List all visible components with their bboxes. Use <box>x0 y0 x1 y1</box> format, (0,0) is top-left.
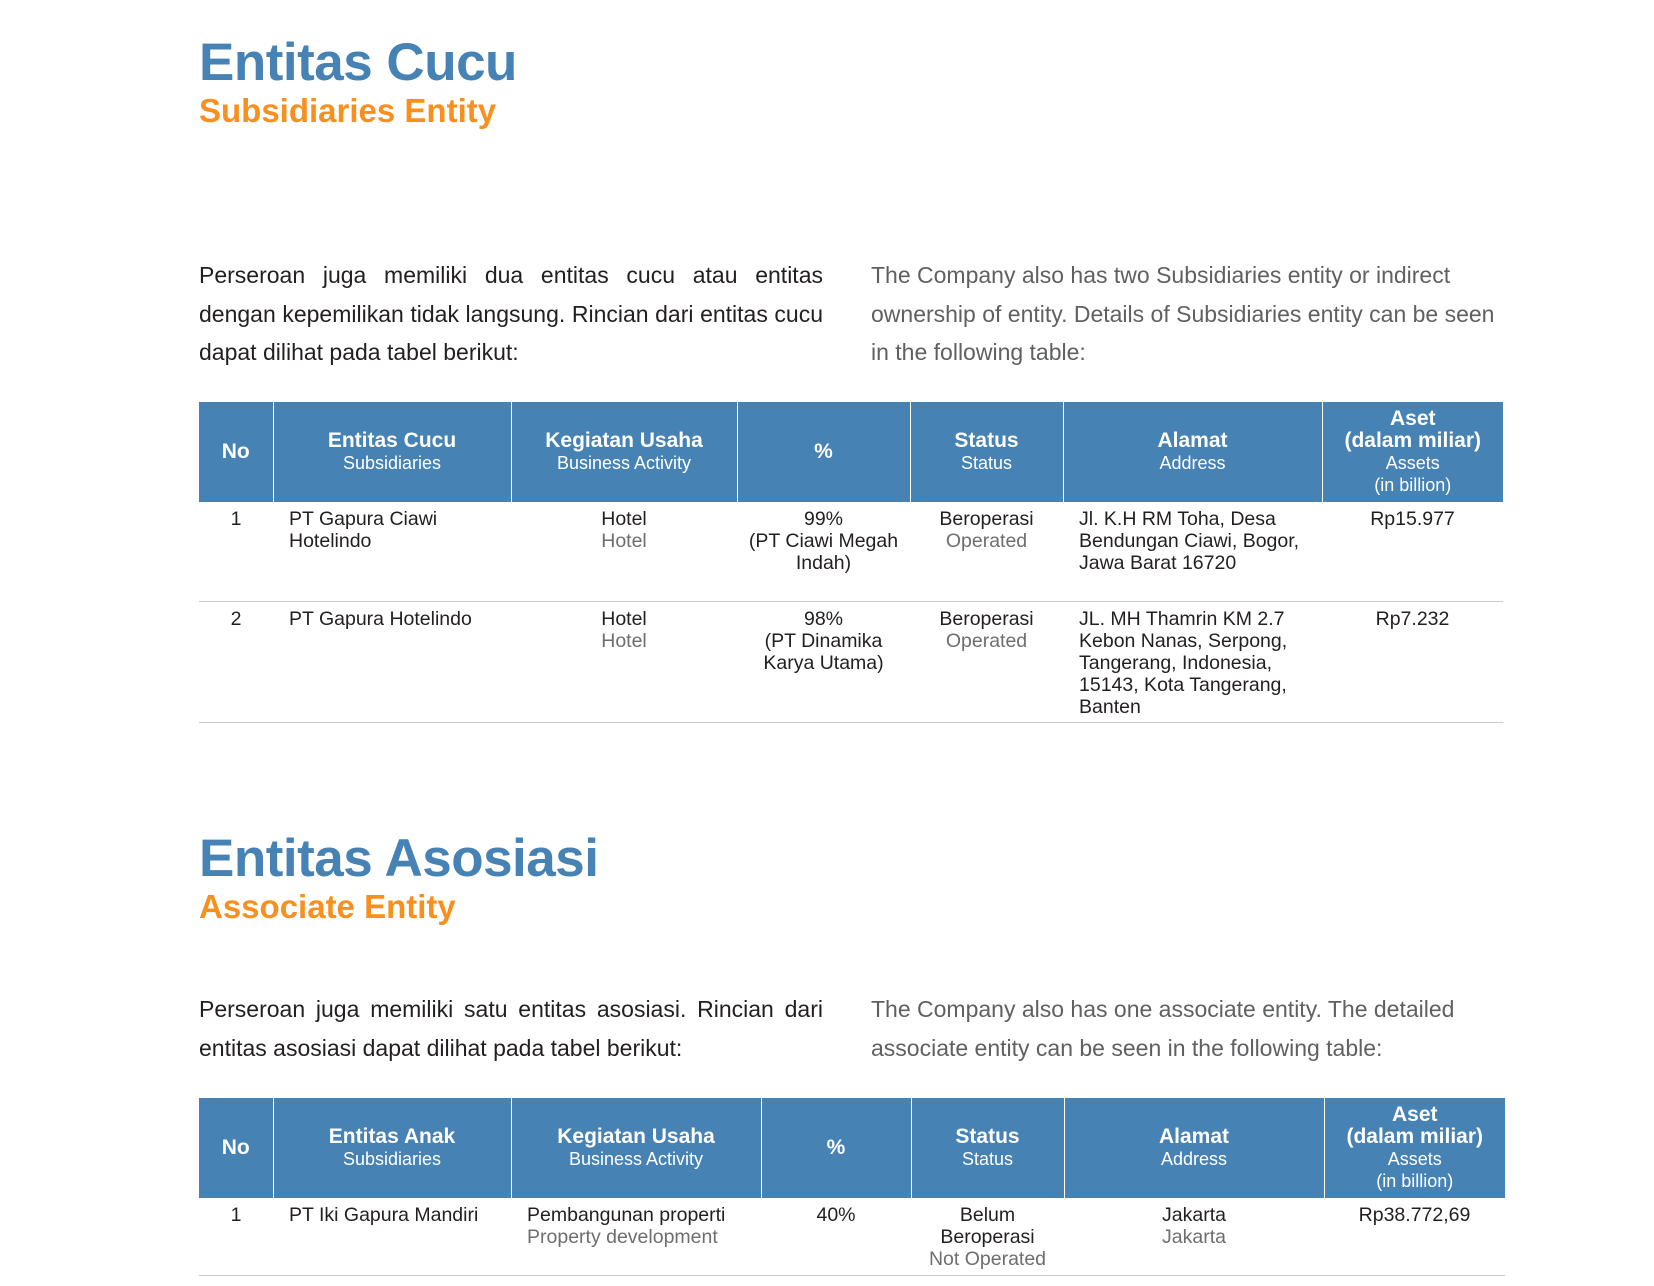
associate-paragraph-indonesian: Perseroan juga memiliki satu entitas asosiasi. Rincian dari entitas asosiasi dapat dilihat pada tabel berikut: <box>199 996 823 1061</box>
section-subtitle-subsidiaries-entity: Subsidiaries Entity <box>199 92 497 129</box>
header-assets: Aset (dalam miliar) Assets (in billion) <box>1324 1098 1505 1198</box>
header-business-activity: Kegiatan Usaha Business Activity <box>511 402 737 502</box>
cell-status: Beroperasi Operated <box>910 601 1063 722</box>
associate-paragraph-english: The Company also has one associate entity. The detailed associate entity can be seen in the following table: <box>871 996 1455 1061</box>
cell-percentage: 98% (PT Dinamika Karya Utama) <box>737 601 910 722</box>
cell-status: Beroperasi Operated <box>910 502 1063 601</box>
section-title-entitas-cucu: Entitas Cucu <box>199 33 517 92</box>
header-entity: Entitas Cucu Subsidiaries <box>273 402 511 502</box>
table-header-row <box>199 1098 1505 1198</box>
cell-assets: Rp15.977 <box>1322 502 1503 601</box>
cell-address: Jl. K.H RM Toha, Desa Bendungan Ciawi, Bogor, Jawa Barat 16720 <box>1063 502 1322 601</box>
header-status: Status Status <box>911 1098 1064 1198</box>
cell-business-activity: Pembangunan properti Property development <box>511 1198 761 1275</box>
intro-paragraph-indonesian: Perseroan juga memiliki dua entitas cucu atau entitas dengan kepemilikan tidak langsung. Rincian dari entitas cucu dapat dilihat pada tabel berikut: <box>199 262 823 365</box>
associate-table <box>199 1098 1505 1276</box>
header-address: Alamat Address <box>1064 1098 1324 1198</box>
cell-no: 1 <box>199 502 273 601</box>
cell-assets: Rp7.232 <box>1322 601 1503 722</box>
cell-business-activity: Hotel Hotel <box>511 502 737 601</box>
cell-no: 1 <box>199 1198 273 1275</box>
header-address: Alamat Address <box>1063 402 1322 502</box>
table-row <box>199 1198 1505 1275</box>
table-row <box>199 502 1503 601</box>
table-header-row <box>199 402 1503 502</box>
section-subtitle-associate-entity: Associate Entity <box>199 888 456 925</box>
subsidiaries-table <box>199 402 1503 723</box>
intro-paragraph-english: The Company also has two Subsidiaries entity or indirect ownership of entity. Details of Subsidiaries entity can be seen in the following table: <box>871 262 1495 365</box>
cell-no: 2 <box>199 601 273 722</box>
header-entity: Entitas Anak Subsidiaries <box>273 1098 511 1198</box>
cell-percentage: 99% (PT Ciawi Megah Indah) <box>737 502 910 601</box>
cell-address: JL. MH Thamrin KM 2.7 Kebon Nanas, Serpong, Tangerang, Indonesia, 15143, Kota Tangerang, Banten <box>1063 601 1322 722</box>
header-status: Status Status <box>910 402 1063 502</box>
cell-percentage: 40% <box>761 1198 911 1275</box>
cell-business-activity: Hotel Hotel <box>511 601 737 722</box>
cell-status: Belum Beroperasi Not Operated <box>911 1198 1064 1275</box>
header-business-activity: Kegiatan Usaha Business Activity <box>511 1098 761 1198</box>
header-percentage: % <box>737 402 910 502</box>
section-title-entitas-asosiasi: Entitas Asosiasi <box>199 829 599 888</box>
header-no: No <box>199 402 273 502</box>
cell-entity: PT Gapura Ciawi Hotelindo <box>273 502 511 601</box>
cell-assets: Rp38.772,69 <box>1324 1198 1505 1275</box>
table-row <box>199 601 1503 722</box>
cell-address: Jakarta Jakarta <box>1064 1198 1324 1275</box>
header-percentage: % <box>761 1098 911 1198</box>
header-assets: Aset (dalam miliar) Assets (in billion) <box>1322 402 1503 502</box>
cell-entity: PT Gapura Hotelindo <box>273 601 511 722</box>
cell-entity: PT Iki Gapura Mandiri <box>273 1198 511 1275</box>
header-no: No <box>199 1098 273 1198</box>
